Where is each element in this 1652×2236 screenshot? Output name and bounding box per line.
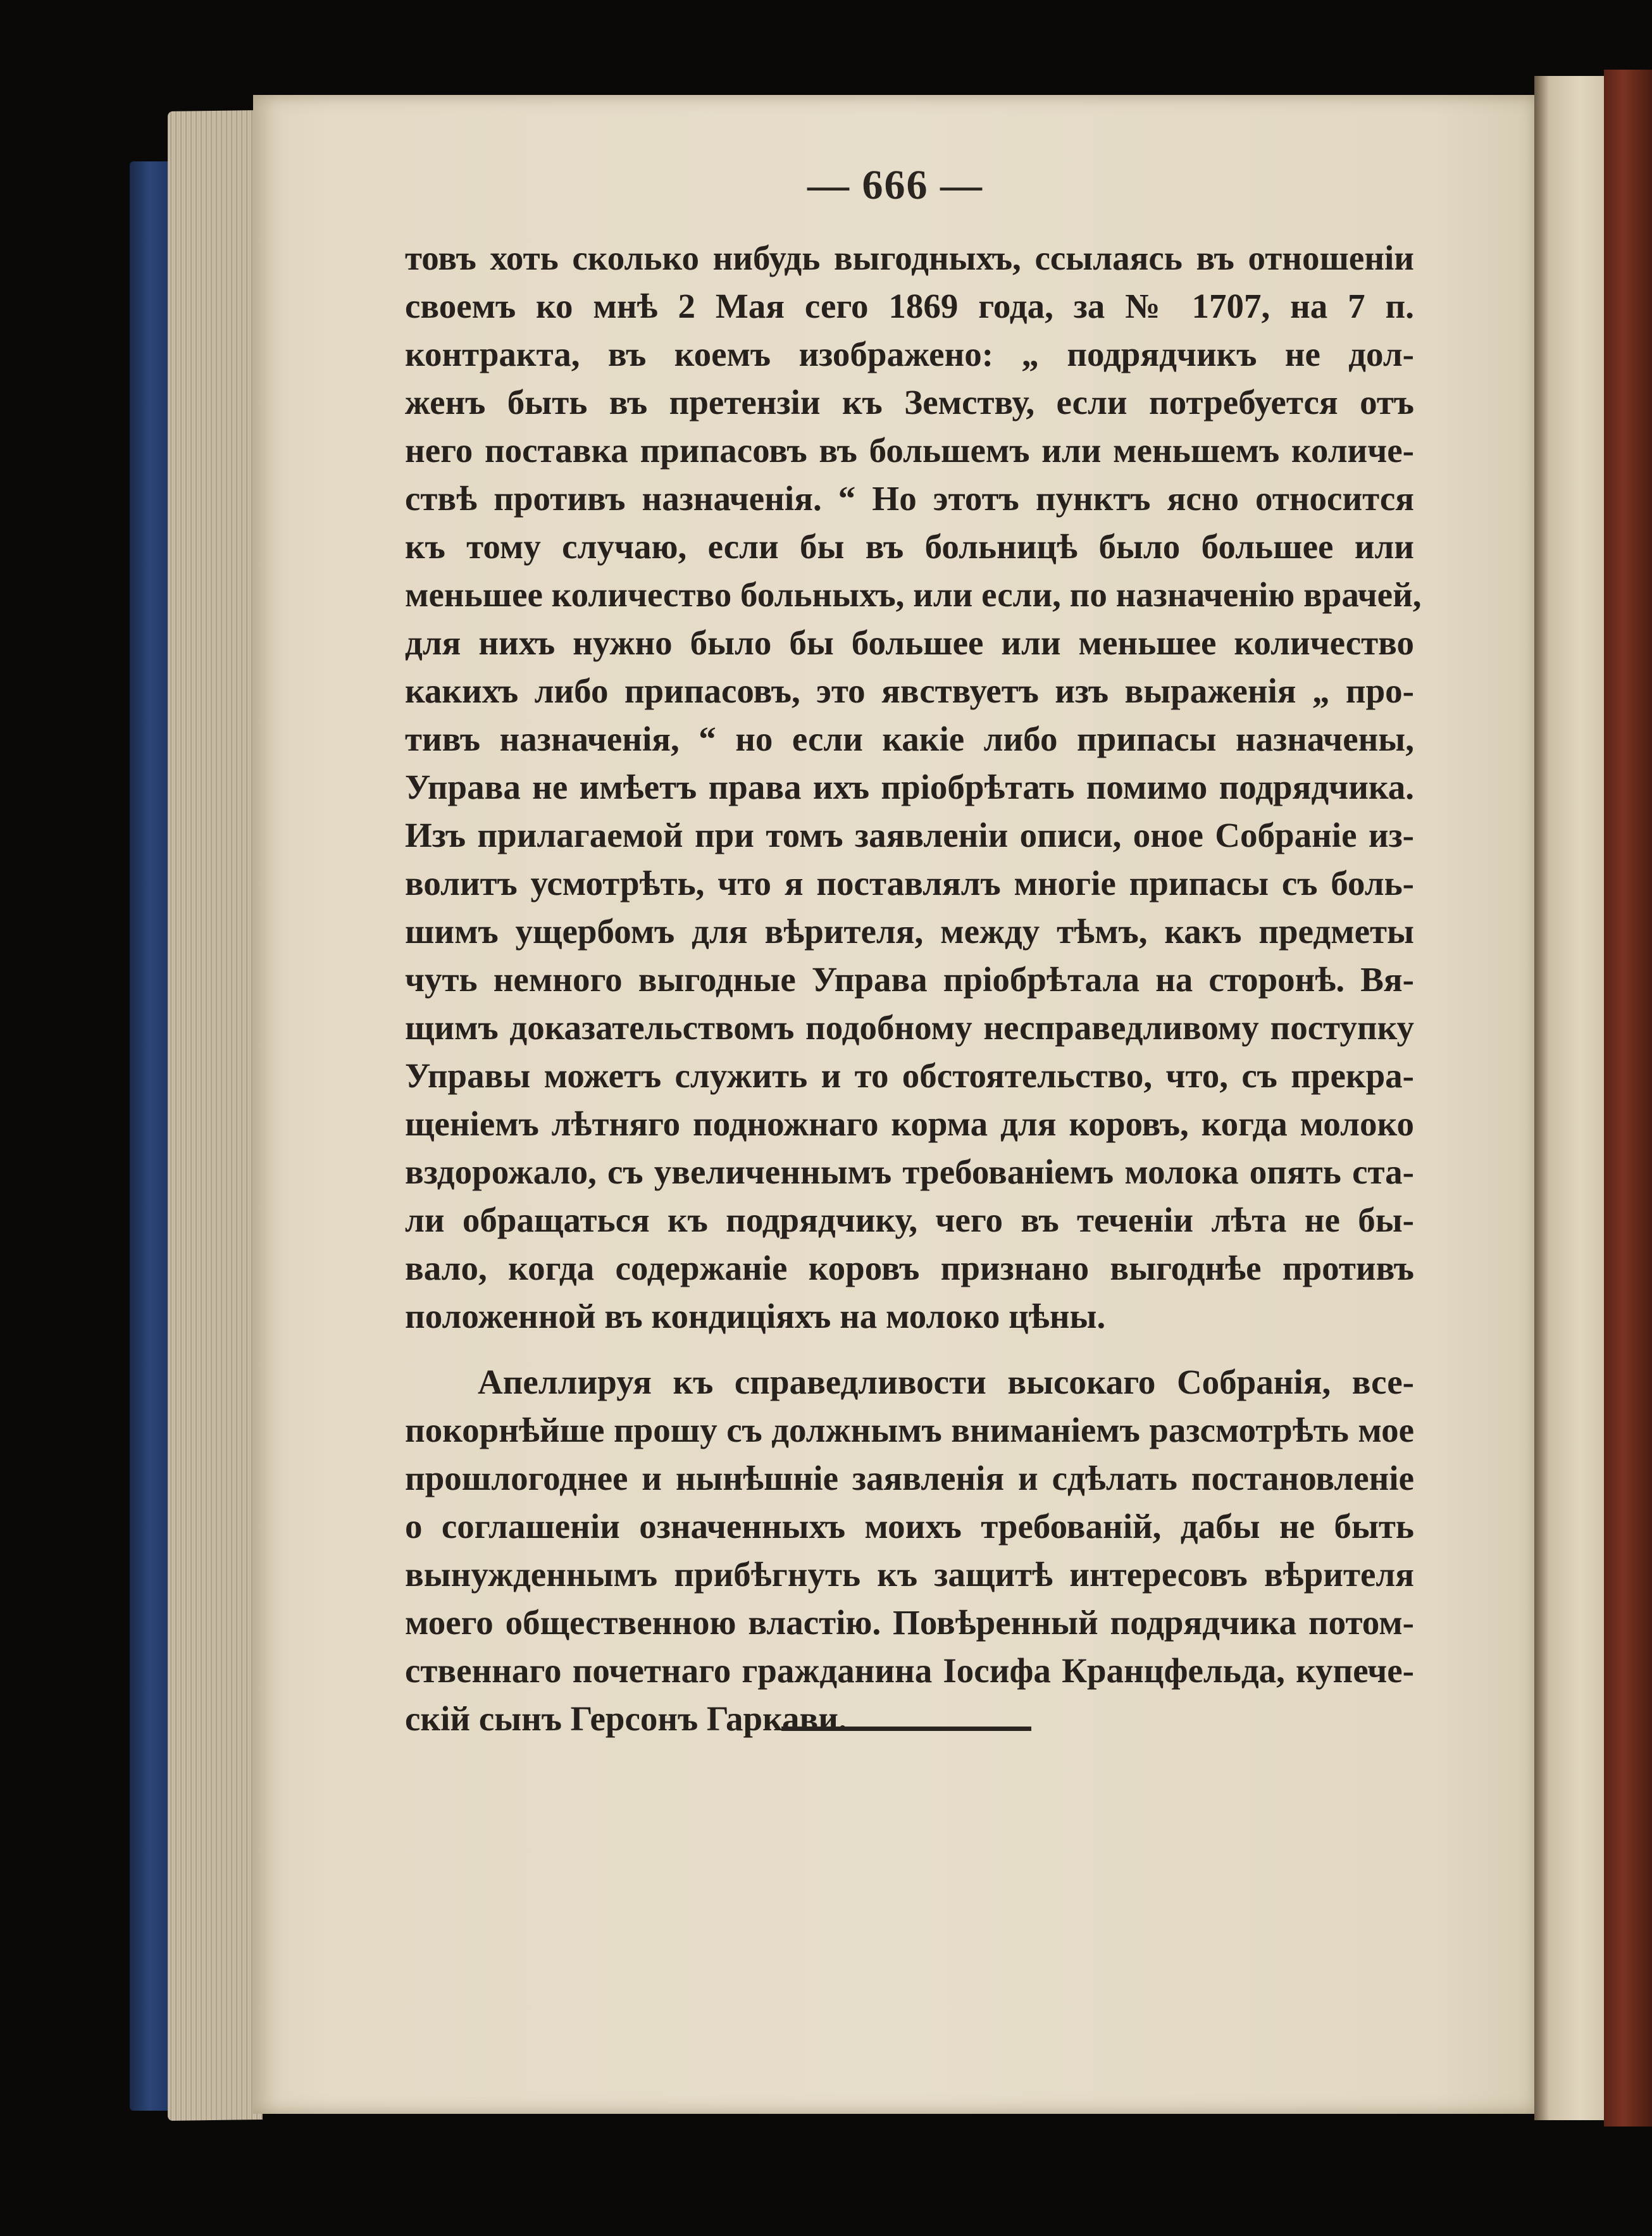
page-number: — 666 — bbox=[807, 162, 983, 208]
text-line: контракта, въ коемъ изображено: „ подрядчикъ не дол- bbox=[405, 335, 1414, 373]
text-line: него поставка припасовъ въ большемъ или меньшемъ количе- bbox=[405, 431, 1414, 470]
paragraph bbox=[405, 1358, 1414, 1743]
text-line: къ тому случаю, если бы въ больницѣ было большее или bbox=[405, 527, 1414, 566]
text-line: Управы можетъ служить и то обстоятельство, что, съ прекра- bbox=[405, 1056, 1414, 1095]
text-line: Управа не имѣетъ права ихъ прiобрѣтать помимо подрядчика. bbox=[405, 768, 1414, 806]
text-line: щимъ доказательствомъ подобному несправедливому поступку bbox=[405, 1008, 1414, 1047]
text-line: вало, когда содержанiе коровъ признано выгоднѣе противъ bbox=[405, 1249, 1414, 1287]
text-line: тивъ назначенiя, “ но если какiе либо припасы назначены, bbox=[405, 720, 1414, 758]
text-line: щенiемъ лѣтняго подножнаго корма для коровъ, когда молоко bbox=[405, 1104, 1414, 1143]
text-line: Изъ прилагаемой при томъ заявленiи описи, оное Собранiе из- bbox=[405, 816, 1414, 854]
text-line: покорнѣйше прошу съ должнымъ вниманiемъ разсмотрѣть мое bbox=[405, 1411, 1414, 1449]
page-edges-right bbox=[1534, 76, 1610, 2120]
text-line: ственнаго почетнаго гражданина Iосифа Кранцфельда, купече- bbox=[405, 1651, 1414, 1690]
text-line: товъ хоть сколько нибудь выгодныхъ, ссылаясь въ отношенiи bbox=[405, 239, 1414, 277]
paragraph bbox=[405, 234, 1422, 1340]
text-line: прошлогоднее и нынѣшнiе заявленiя и сдѣлать постановленiе bbox=[405, 1459, 1414, 1497]
text-line: какихъ либо припасовъ, это явствуетъ изъ выраженiя „ про- bbox=[405, 671, 1414, 710]
text-line: положенной въ кондицiяхъ на молоко цѣны. bbox=[405, 1297, 1106, 1335]
text-line: вынужденнымъ прибѣгнуть къ защитѣ интересовъ вѣрителя bbox=[405, 1555, 1414, 1594]
book-cover-right bbox=[1604, 70, 1652, 2127]
text-line: вздорожало, съ увеличеннымъ требованiемъ молока опять ста- bbox=[405, 1152, 1414, 1191]
text-line: для нихъ нужно было бы большее или меньшее количество bbox=[405, 623, 1414, 662]
text-line: чуть немного выгодные Управа прiобрѣтала на сторонѣ. Вя- bbox=[405, 960, 1414, 999]
text-line: о соглашенiи означенныхъ моихъ требованiй, дабы не быть bbox=[405, 1507, 1414, 1546]
text-line: моего общественною властiю. Повѣренный подрядчика потом- bbox=[405, 1603, 1414, 1642]
paragraph-gap bbox=[405, 1340, 1414, 1358]
text-line: ли обращаться къ подрядчику, чего въ теченiи лѣта не бы- bbox=[405, 1201, 1414, 1239]
text-line: Апеллируя къ справедливости высокаго Собранiя, все- bbox=[478, 1363, 1414, 1401]
closing-rule bbox=[781, 1727, 1031, 1731]
page-edges-left bbox=[168, 110, 263, 2121]
text-line: ствѣ противъ назначенiя. “ Но этотъ пунктъ ясно относится bbox=[405, 479, 1414, 518]
text-line: шимъ ущербомъ для вѣрителя, между тѣмъ, какъ предметы bbox=[405, 912, 1414, 951]
text-line: волитъ усмотрѣть, что я поставлялъ многiе припасы съ боль- bbox=[405, 864, 1414, 903]
text-line: меньшее количество больныхъ, или если, по назначенiю врачей, bbox=[405, 575, 1422, 614]
text-line: женъ быть въ претензiи къ Земству, если потребуется отъ bbox=[405, 383, 1414, 422]
page-text bbox=[405, 234, 1422, 1743]
text-line: скiй сынъ Герсонъ Гаркави. bbox=[405, 1699, 847, 1738]
text-line: своемъ ко мнѣ 2 Мая сего 1869 года, за № 1707, на 7 п. bbox=[405, 287, 1414, 325]
